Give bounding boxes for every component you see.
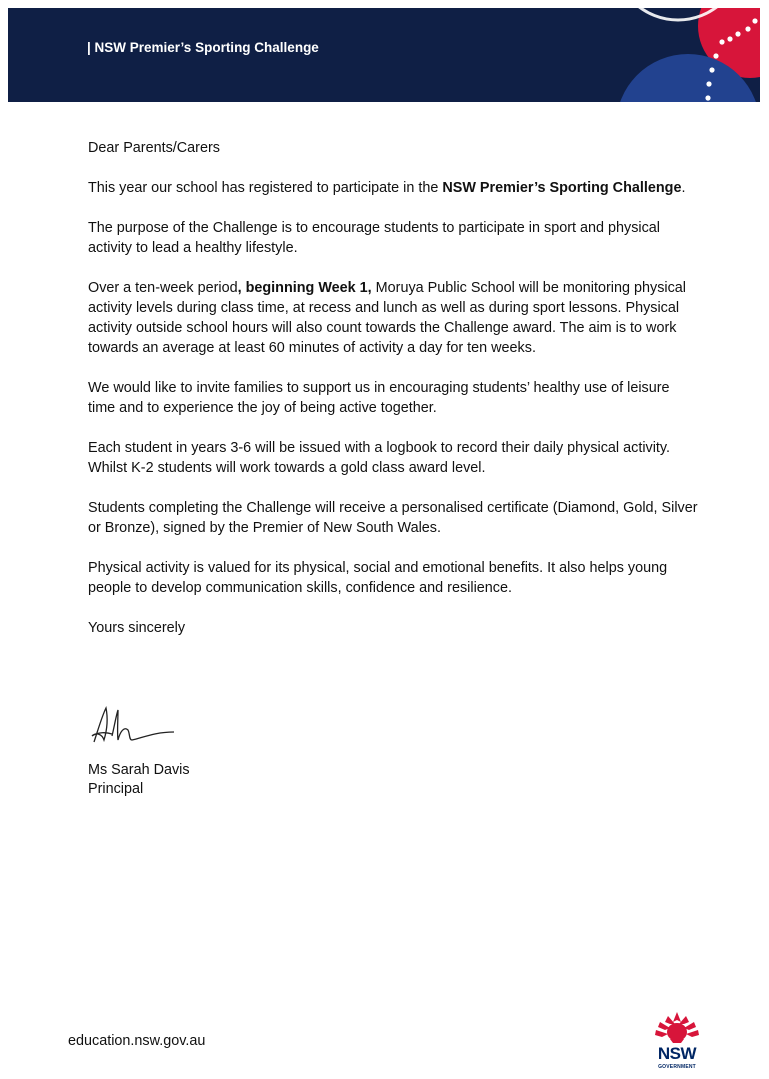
paragraph-purpose: The purpose of the Challenge is to encourage students to participate in sport and physical activity to lead a healthy lifestyle.	[88, 220, 660, 256]
paragraph-certificate: Students completing the Challenge will receive a personalised certificate (Diamond, Gold, Silver or Bronze), signed by the Premier of New South Wales.	[88, 500, 698, 536]
signature-image	[88, 702, 178, 748]
p1-end-text: .	[681, 180, 686, 196]
nsw-logo-word: NSW	[657, 1044, 697, 1063]
waratah-flower-icon	[648, 1010, 706, 1044]
paragraph-benefits: Physical activity is valued for its physical, social and emotional benefits. It also helps young people to develop communication skills, confidence and resilience.	[88, 560, 668, 596]
nsw-logo-subtext: GOVERNMENT	[658, 1064, 696, 1070]
p3-bold-text: , beginning Week 1,	[237, 280, 372, 296]
paragraph-registration	[88, 178, 698, 198]
paragraph-families: We would like to invite families to support us in encouraging students’ healthy use of leisure time and to experience the joy of being active together.	[88, 380, 670, 416]
p3-text: Over a ten-week period	[88, 280, 238, 296]
signatory-role: Principal	[88, 781, 144, 797]
header-banner	[8, 8, 760, 102]
paragraph-period	[88, 278, 698, 358]
banner-decoration-graphic	[8, 8, 760, 102]
p1-text: This year our school has registered to participate in the	[88, 180, 443, 196]
banner-title: | NSW Premier’s Sporting Challenge	[87, 40, 319, 55]
p1-bold-text: NSW Premier’s Sporting Challenge	[442, 180, 682, 196]
signatory-block	[88, 761, 190, 799]
letter-body	[88, 138, 698, 658]
paragraph-logbook: Each student in years 3-6 will be issued with a logbook to record their daily physical activity. Whilst K-2 students will work towards a gold class award level.	[88, 440, 671, 476]
footer-url: education.nsw.gov.au	[68, 1033, 206, 1049]
p3-end-text: Moruya Public School will be monitoring physical activity levels during class time, at recess and lunch as well as during sport lessons. Physical activity outside school hours will also count towards the Challenge award. The aim is to work towards an average at least 60 minutes of activity a day for ten weeks.	[88, 280, 686, 356]
salutation: Dear Parents/Carers	[88, 140, 220, 156]
signatory-name: Ms Sarah Davis	[88, 762, 190, 778]
nsw-government-logo	[648, 1010, 706, 1072]
closing: Yours sincerely	[88, 620, 186, 636]
